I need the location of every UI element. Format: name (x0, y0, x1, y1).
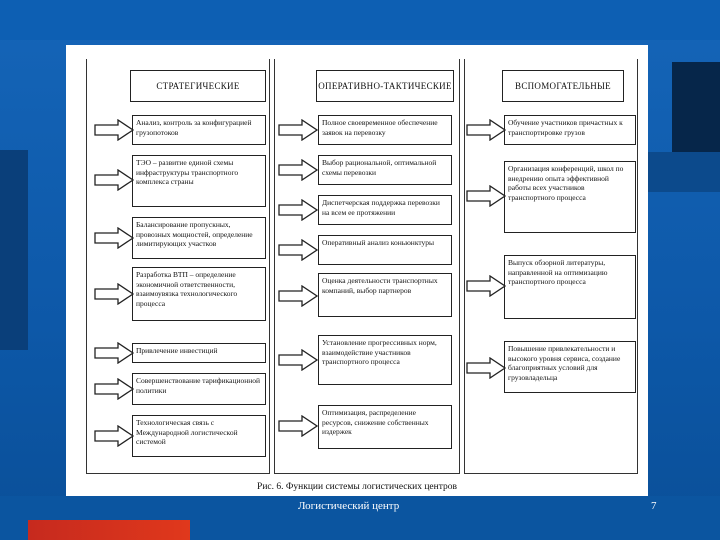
arrow-icon (94, 169, 134, 191)
strategic-item-5: Привлечение инвестиций (132, 343, 266, 363)
operational-item-5: Оценка деятельности транспортных компаний, выбор партнеров (318, 273, 452, 317)
arrow-icon (466, 275, 506, 297)
header-operational: ОПЕРАТИВНО-ТАКТИЧЕСКИЕ (316, 70, 454, 102)
strategic-item-2: ТЭО – развитие единой схемы инфраструктуры транспортного комплекса страны (132, 155, 266, 207)
diagram-figure (66, 45, 648, 496)
strategic-item-3: Балансирование пропускных, провозных мощностей, определение лимитирующих участков (132, 217, 266, 259)
footer-title: Логистический центр (298, 500, 400, 512)
arrow-icon (278, 285, 318, 307)
arrow-icon (278, 239, 318, 261)
background-band-top (0, 0, 720, 40)
arrow-icon (94, 119, 134, 141)
header-strategic: СТРАТЕГИЧЕСКИЕ (130, 70, 266, 102)
operational-item-7: Оптимизация, распределение ресурсов, снижение собственных издержек (318, 405, 452, 449)
arrow-icon (94, 425, 134, 447)
arrow-icon (278, 349, 318, 371)
strategic-item-6: Совершенствование тарификационной политики (132, 373, 266, 405)
decor-block-mid (648, 152, 720, 192)
strategic-item-7: Технологическая связь с Международной логистической системой (132, 415, 266, 457)
operational-item-4: Оперативный анализ коньюнктуры (318, 235, 452, 265)
arrow-icon (466, 119, 506, 141)
decor-red-bar (28, 520, 190, 540)
operational-item-3: Диспетчерская поддержка перевозки на всем ее протяжении (318, 195, 452, 225)
arrow-icon (94, 283, 134, 305)
operational-item-6: Установление прогрессивных норм, взаимодействие участников транспортного процесса (318, 335, 452, 385)
arrow-icon (94, 227, 134, 249)
strategic-item-4: Разработка ВТП – определение экономичной ответственности, взаимоувязка технологического процесса (132, 267, 266, 321)
decor-block-left (0, 150, 28, 350)
operational-item-2: Выбор рациональной, оптимальной схемы перевозки (318, 155, 452, 185)
auxiliary-item-4: Повышение привлекательности и высокого уровня сервиса, создание благоприятных условий для грузовладельца (504, 341, 636, 393)
arrow-icon (278, 415, 318, 437)
auxiliary-item-2: Организация конференций, школ по внедрению опыта эффективной работы всех участников транспортного процесса (504, 161, 636, 233)
decor-block-dark (672, 62, 720, 152)
arrow-icon (466, 185, 506, 207)
auxiliary-item-1: Обучение участников причастных к транспортировке грузов (504, 115, 636, 145)
page-number: 7 (651, 500, 657, 512)
figure-caption: Рис. 6. Функции системы логистических центров (257, 482, 457, 492)
operational-item-1: Полное своевременное обеспечение заявок на перевозку (318, 115, 452, 145)
arrow-icon (278, 199, 318, 221)
arrow-icon (94, 342, 134, 364)
arrow-icon (94, 378, 134, 400)
auxiliary-item-3: Выпуск обзорной литературы, направленной на оптимизацию транспортного процесса (504, 255, 636, 319)
strategic-item-1: Анализ, контроль за конфигурацией грузопотоков (132, 115, 266, 145)
arrow-icon (278, 119, 318, 141)
arrow-icon (278, 159, 318, 181)
header-auxiliary: ВСПОМОГАТЕЛЬНЫЕ (502, 70, 624, 102)
arrow-icon (466, 357, 506, 379)
